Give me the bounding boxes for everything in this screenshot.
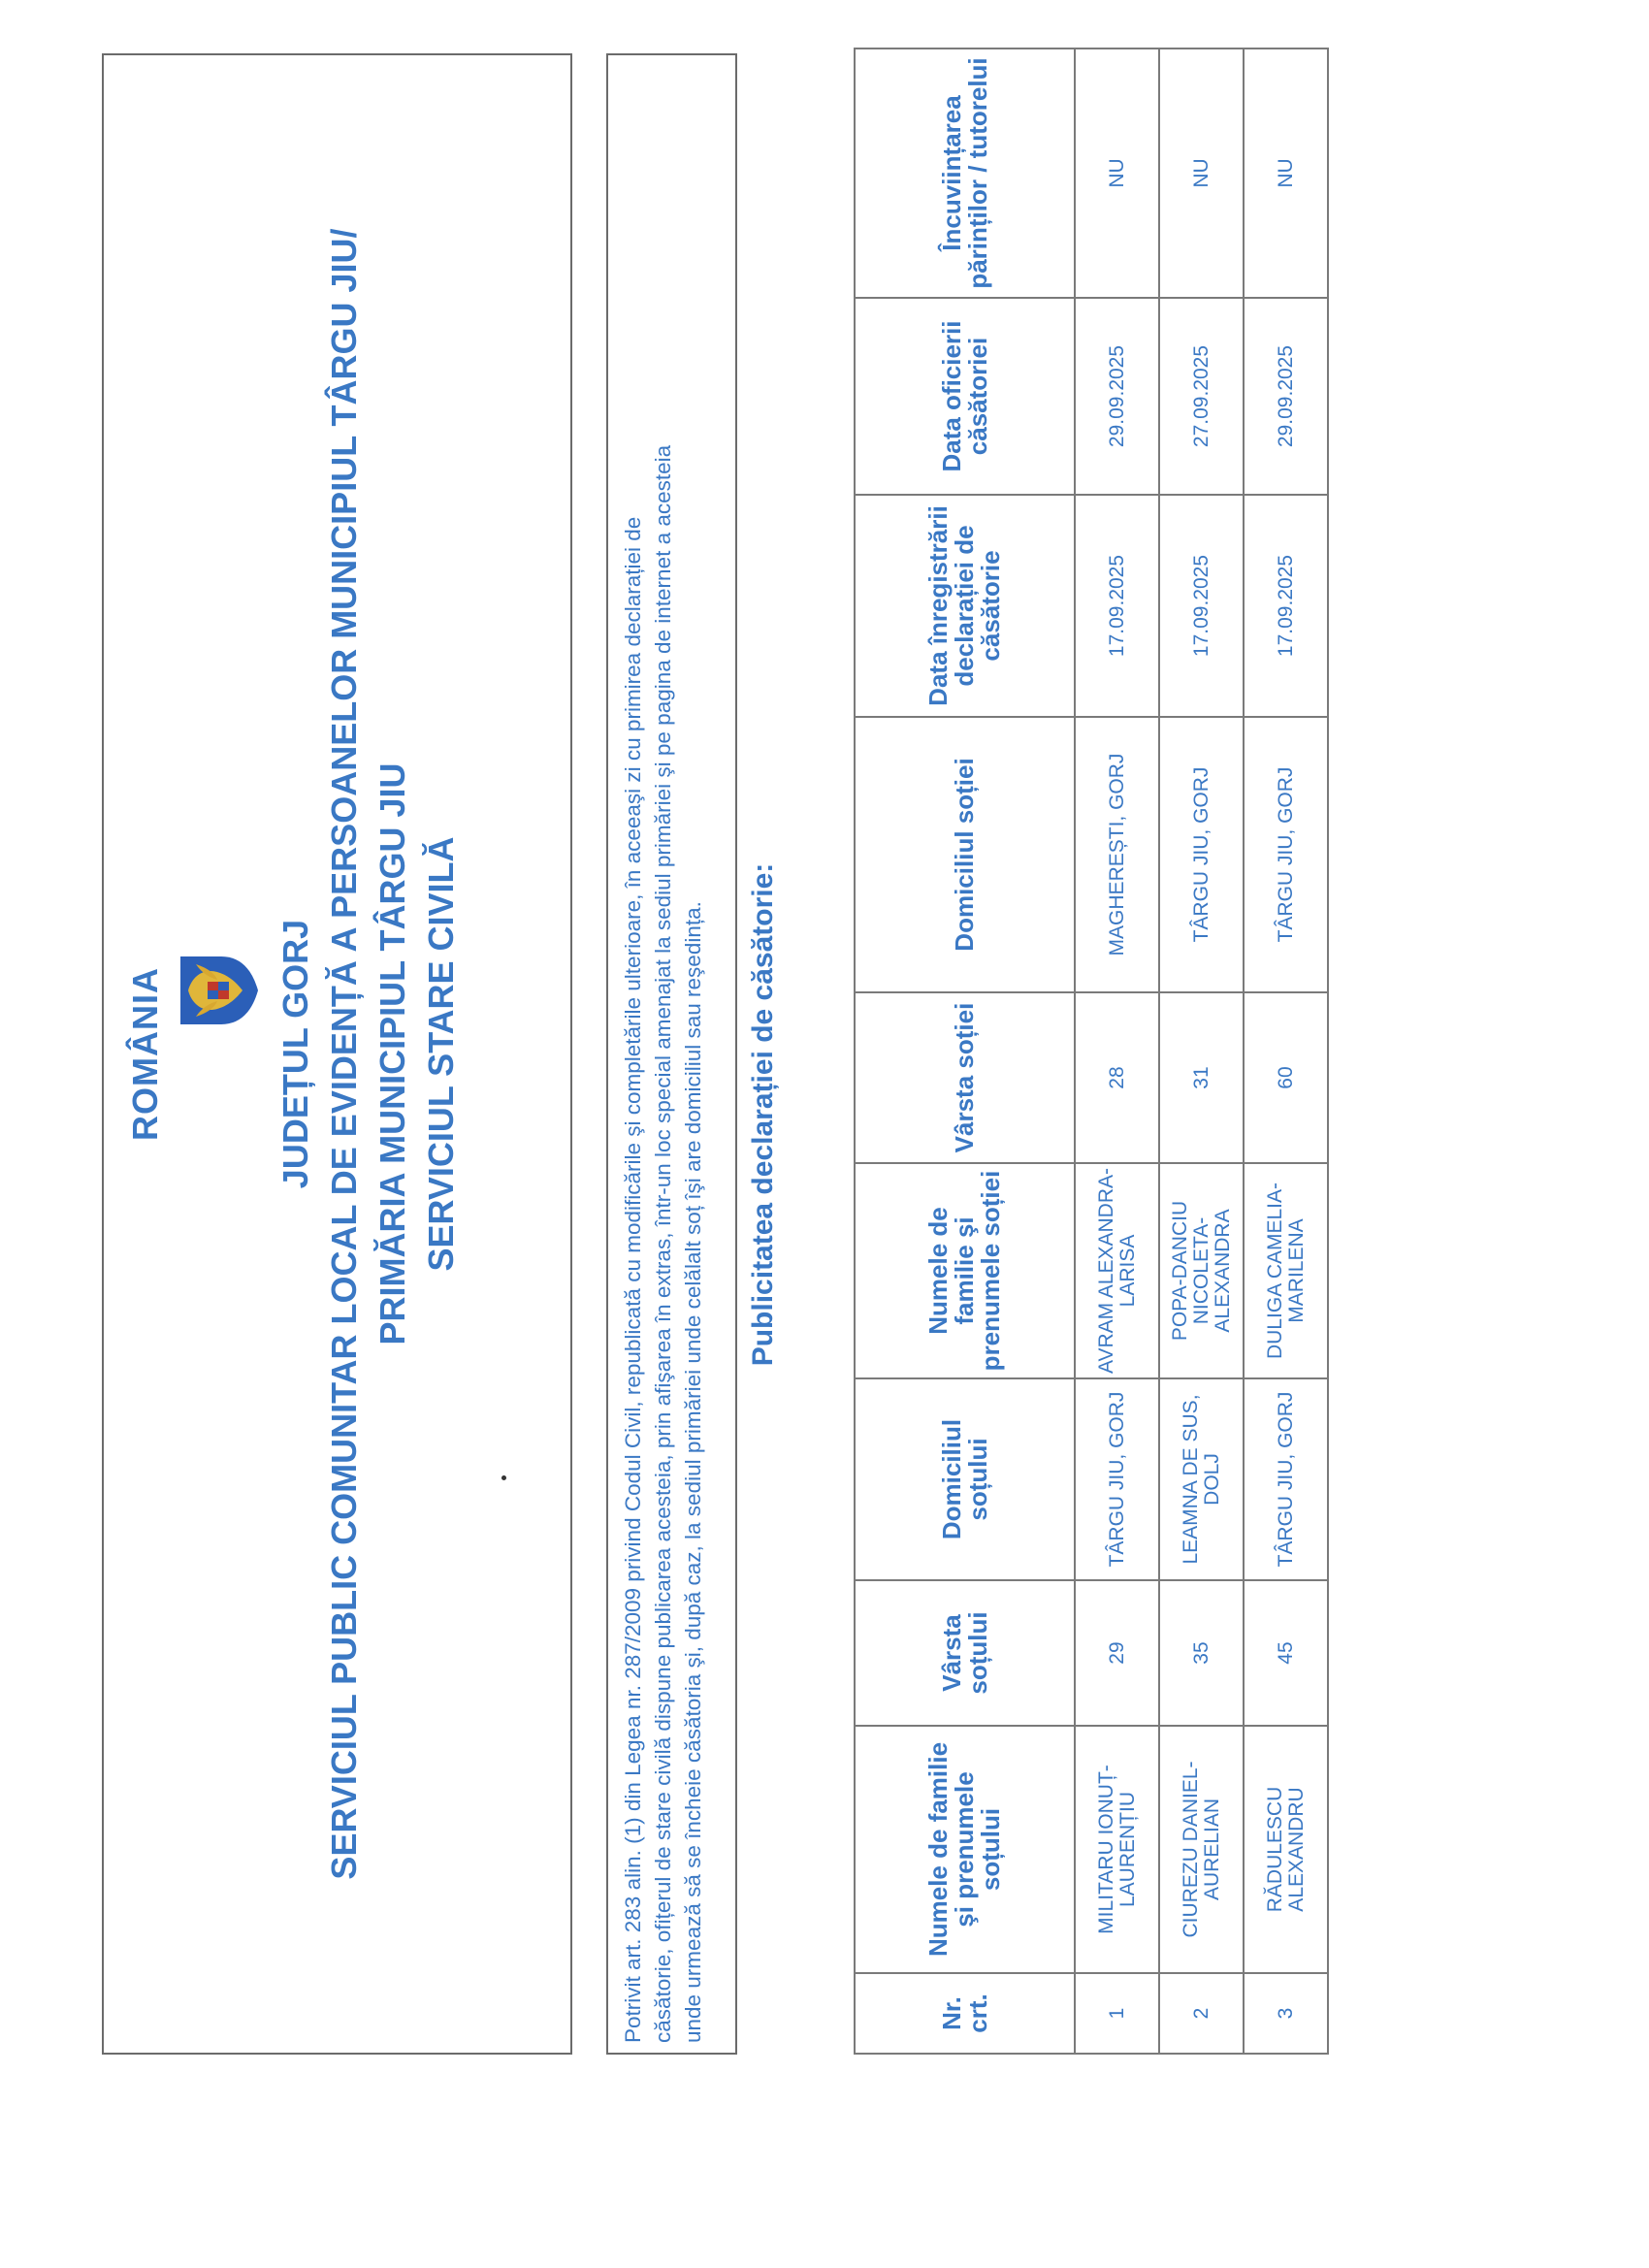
- cell-nr: 3: [1244, 1973, 1328, 2054]
- cell-registration-date: 17.09.2025: [1159, 495, 1244, 717]
- cell-ceremony-date: 27.09.2025: [1159, 298, 1244, 495]
- cell-husband-domicile: LEAMNA DE SUS, DOLJ: [1159, 1378, 1244, 1580]
- col-header-nr: Nr. crt.: [855, 1973, 1075, 2054]
- cell-consent: NU: [1075, 49, 1159, 298]
- cell-husband-domicile: TÂRGU JIU, GORJ: [1075, 1378, 1159, 1580]
- cell-husband-domicile: TÂRGU JIU, GORJ: [1244, 1378, 1328, 1580]
- cell-wife-name: DULIGA CAMELIA-MARILENA: [1244, 1163, 1328, 1378]
- cell-husband-name: MILITARU IONUȚ-LAURENȚIU: [1075, 1726, 1159, 1973]
- cell-wife-age: 60: [1244, 992, 1328, 1163]
- section-subtitle: Publicitatea declarației de căsătorie:: [747, 862, 779, 1367]
- municipality-name: PRIMĂRIA MUNICIPIUL TÂRGU JIU: [372, 762, 412, 1345]
- intro-line: căsătorie, ofițerul de stare civilă dispune publicarea acesteia, prin afişarea în extras, într-un loc special amenajat la sediul primăriei şi pe pagina de internet a acesteia: [651, 444, 675, 2043]
- cell-husband-age: 35: [1159, 1580, 1244, 1726]
- service-name: SERVICIUL PUBLIC COMUNITAR LOCAL DE EVIDENȚĂ A PERSOANELOR MUNICIPIUL TÂRGU JIU/: [324, 228, 364, 1880]
- county-name: JUDEȚUL GORJ: [275, 919, 315, 1189]
- cell-registration-date: 17.09.2025: [1244, 495, 1328, 717]
- col-header-husband-age: Vârsta soțului: [855, 1580, 1075, 1726]
- cell-wife-name: POPA-DANCIU NICOLETA-ALEXANDRA: [1159, 1163, 1244, 1378]
- intro-line: Potrivit art. 283 alin. (1) din Legea nr. 287/2009 privind Codul Civil, republicată cu modificările şi completările ulterioare, în aceeaşi zi cu primirea declarației de: [621, 516, 645, 2043]
- table-row: [1075, 49, 1159, 2054]
- cell-ceremony-date: 29.09.2025: [1244, 298, 1328, 495]
- col-header-husband-name: Numele de familie şi prenumele soțului: [855, 1726, 1075, 1973]
- cell-wife-name: AVRAM ALEXANDRA-LARISA: [1075, 1163, 1159, 1378]
- country-name: ROMÂNIA: [125, 967, 165, 1141]
- department-name: SERVICIUL STARE CIVILĂ: [421, 836, 461, 1272]
- intro-line: unde urmează să se încheie căsătoria şi, după caz, la sediul primăriei unde celălalt soț îşi are domiciliul sau reşedința.: [681, 901, 705, 2043]
- col-header-husband-domicile: Domiciliul soțului: [855, 1378, 1075, 1580]
- scan-dot: [501, 1475, 506, 1480]
- cell-wife-age: 31: [1159, 992, 1244, 1163]
- cell-nr: 2: [1159, 1973, 1244, 2054]
- cell-wife-domicile: TÂRGU JIU, GORJ: [1159, 717, 1244, 992]
- col-header-registration-date: Data înregistrării declarației de căsătorie: [855, 495, 1075, 717]
- cell-consent: NU: [1159, 49, 1244, 298]
- col-header-ceremony-date: Data oficierii căsătoriei: [855, 298, 1075, 495]
- cell-wife-age: 28: [1075, 992, 1159, 1163]
- table-row: [1159, 49, 1244, 2054]
- romania-coat-of-arms-icon: [175, 947, 260, 1034]
- cell-husband-name: RĂDULESCU ALEXANDRU: [1244, 1726, 1328, 1973]
- legal-intro-box: [606, 53, 737, 2055]
- header-box: [102, 53, 572, 2055]
- cell-nr: 1: [1075, 1973, 1159, 2054]
- cell-registration-date: 17.09.2025: [1075, 495, 1159, 717]
- cell-wife-domicile: TÂRGU JIU, GORJ: [1244, 717, 1328, 992]
- cell-husband-name: CIUREZU DANIEL-AURELIAN: [1159, 1726, 1244, 1973]
- col-header-wife-age: Vârsta soției: [855, 992, 1075, 1163]
- col-header-wife-domicile: Domiciliul soției: [855, 717, 1075, 992]
- col-header-wife-name: Numele de familie şi prenumele soției: [855, 1163, 1075, 1378]
- cell-husband-age: 29: [1075, 1580, 1159, 1726]
- table-header-row: [855, 49, 1075, 2054]
- col-header-consent: Încuviințarea părinților / tutorelui: [855, 49, 1075, 298]
- cell-wife-domicile: MAGHEREȘTI, GORJ: [1075, 717, 1159, 992]
- cell-consent: NU: [1244, 49, 1328, 298]
- table-row: [1244, 49, 1328, 2054]
- cell-ceremony-date: 29.09.2025: [1075, 298, 1159, 495]
- cell-husband-age: 45: [1244, 1580, 1328, 1726]
- marriage-declarations-table: [854, 48, 1329, 2055]
